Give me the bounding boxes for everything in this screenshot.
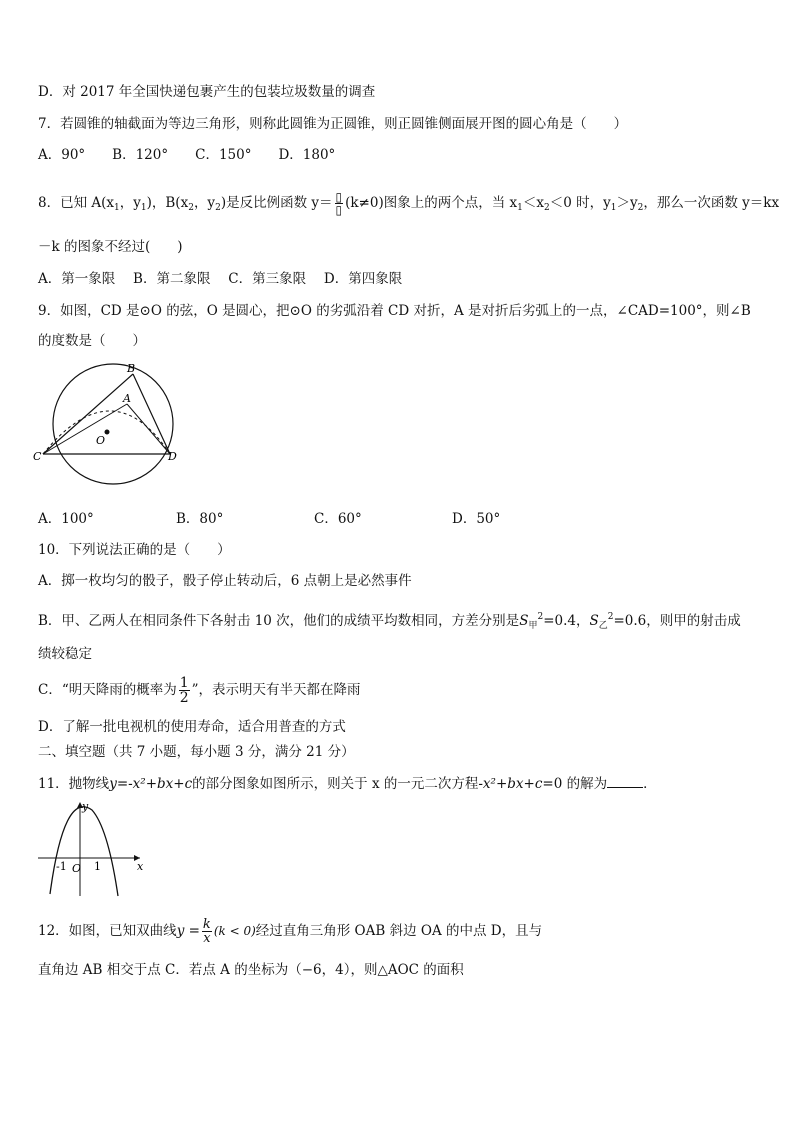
q9-option-c: C．60°	[314, 511, 362, 527]
q10-option-c: C．“明天降雨的概率为 $\frac{1}{2}$ ”，表示明天有半天都在降雨	[38, 675, 361, 706]
section-2-heading: 二、填空题（共 7 小题，每小题 3 分，满分 21 分）	[38, 744, 355, 760]
question-8-line1: 8．已知 $A(x_1$，$y_1$)，$B(x_2$，$y_2$)是反比例函数 y＝ $\frac{▯}{▯}$ (k≠0)图象上的两个点，当 $x_1<x_2<0$ 时，$y_1>y_2$，那么一次函数 y＝kx	[38, 190, 780, 217]
q10-option-b-line2: 绩较稳定	[38, 646, 92, 662]
label-o: O	[96, 434, 106, 447]
q10-option-d: D．了解一批电视机的使用寿命，适合用普查的方式	[38, 719, 346, 735]
question-12-line2: 直角边 AB 相交于点 C．若点 A 的坐标为（−6，4），则△AOC 的面积	[38, 962, 464, 978]
q9-option-d: D．50°	[452, 511, 501, 527]
question-9-line1: 9．如图，CD 是⊙O 的弦，O 是圆心，把⊙O 的劣弧沿着 CD 对折，A 是对折后劣弧上的一点，∠CAD=100°，则∠B	[38, 303, 751, 319]
label-b: B	[127, 362, 136, 375]
question-7-options: A．90° B．120° C．150° D．180°	[38, 147, 336, 163]
axis-label-x: x	[137, 860, 144, 873]
origin-label: O	[72, 862, 82, 875]
label-d: D	[168, 450, 177, 463]
tick-label-neg1: -1	[56, 860, 67, 873]
broken-fraction-glyph: $\frac{▯}{▯}$	[335, 190, 343, 217]
axis-label-y: y	[82, 800, 89, 813]
question-11: 11．抛物线y=-x²+bx+c的部分图象如图所示，则关于 x 的一元二次方程-x²+bx+c=0 的解为 ．	[38, 776, 657, 792]
q6-option-d: D．对 2017 年全国快递包裹产生的包装垃圾数量的调查	[38, 84, 376, 100]
q10-option-b-line1: B．甲、乙两人在相同条件下各射击 10 次，他们的成绩平均数相同，方差分别是$S_甲^2=0.4$，$S_乙^2=0.6$，则甲的射击成	[38, 612, 741, 631]
tick-label-1: 1	[94, 860, 101, 873]
q9-option-a: A．100°	[38, 511, 94, 527]
question-12-line1: 12．如图，已知双曲线y = $\frac{k}{x}$ (k < 0)经过直角三角形 OAB 斜边 OA 的中点 D，且与	[38, 917, 543, 946]
parabola-figure	[34, 798, 154, 898]
question-9-line2: 的度数是（ ）	[38, 333, 146, 349]
q10-option-a: A．掷一枚均匀的骰子，骰子停止转动后，6 点朝上是必然事件	[38, 573, 412, 589]
circle-figure	[30, 358, 190, 488]
label-a: A	[123, 392, 131, 405]
label-c: C	[33, 450, 42, 463]
q9-option-b: B．80°	[176, 511, 224, 527]
question-8-options: A．第一象限 B．第二象限 C．第三象限 D．第四象限	[38, 271, 403, 287]
question-8-line2: －k 的图象不经过( )	[38, 239, 183, 255]
question-7: 7．若圆锥的轴截面为等边三角形，则称此圆锥为正圆锥，则正圆锥侧面展开图的圆心角是（ ）	[38, 116, 628, 132]
answer-blank[interactable]	[607, 775, 643, 788]
question-10: 10．下列说法正确的是（ ）	[38, 542, 231, 558]
